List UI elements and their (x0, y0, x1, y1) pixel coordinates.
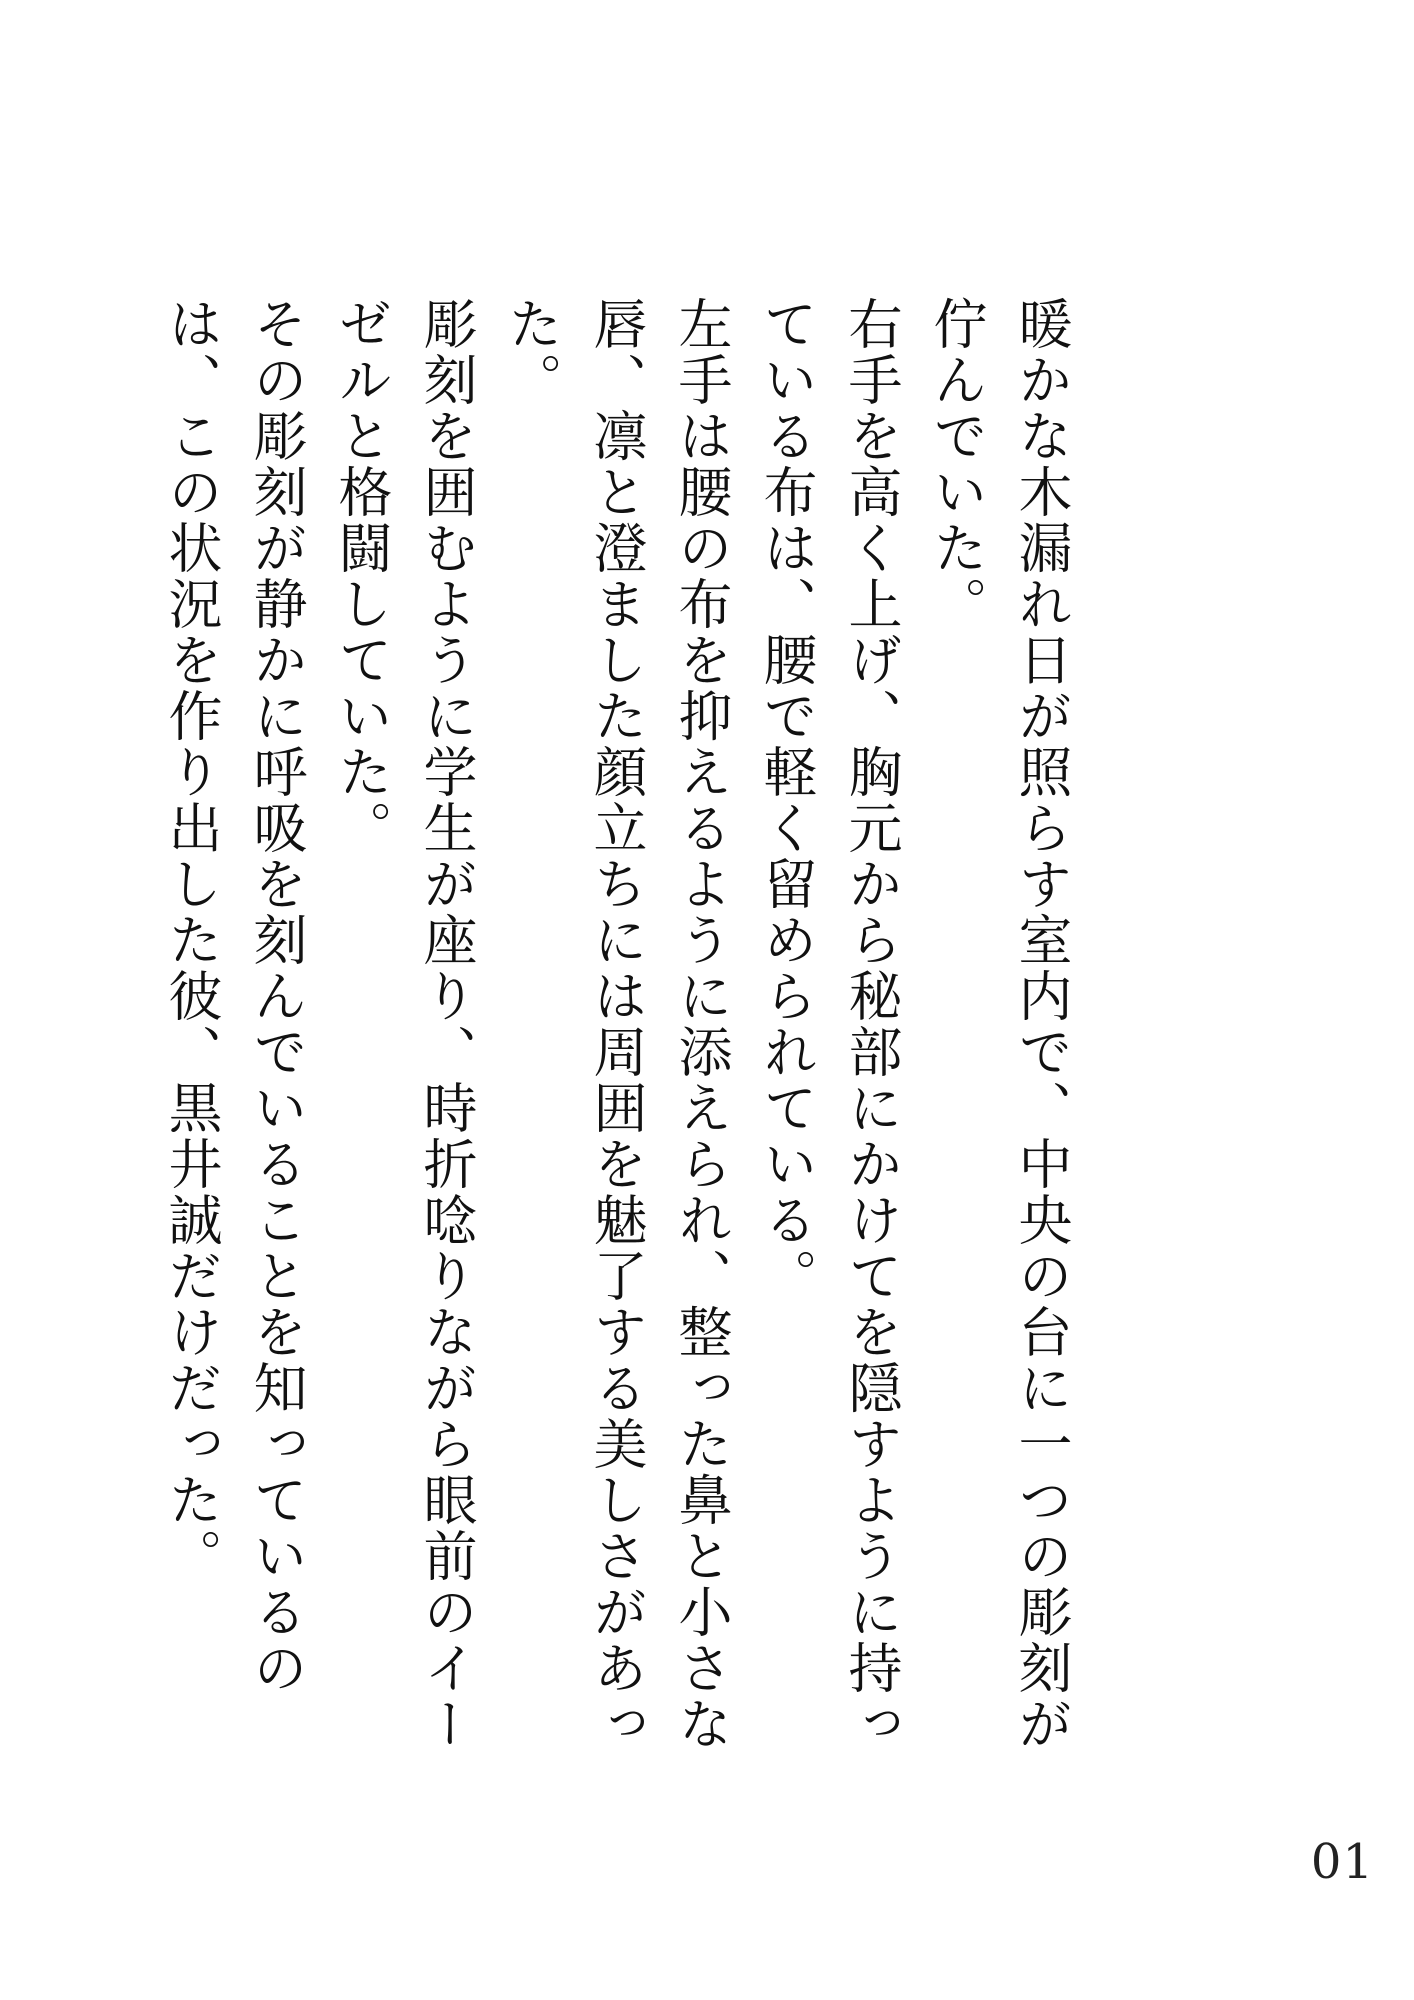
paragraph-4: 彫刻を囲むように学生が座り、時折唸りながら眼前のイーゼルと格闘していた。 (330, 296, 478, 1752)
paragraph-5: その彫刻が静かに呼吸を刻んでいることを知っているのは、この状況を作り出した彼、黒井誠だけだった。 (160, 296, 308, 1696)
paragraph-3: 左手は腰の布を抑えるように添えられ、整った鼻と小さな唇、凛と澄ました顔立ちには周囲を魅了する美しさがあった。 (500, 296, 733, 1752)
page-number: 01 (1310, 1834, 1374, 1890)
paragraph-1: 暖かな木漏れ日が照らす室内で、中央の台に一つの彫刻が佇んでいた。 (925, 296, 1073, 1752)
paragraph-2: 右手を高く上げ、胸元から秘部にかけてを隠すように持っている布は、腰で軽く留められている。 (755, 296, 903, 1752)
body-text (149, 296, 1084, 1776)
